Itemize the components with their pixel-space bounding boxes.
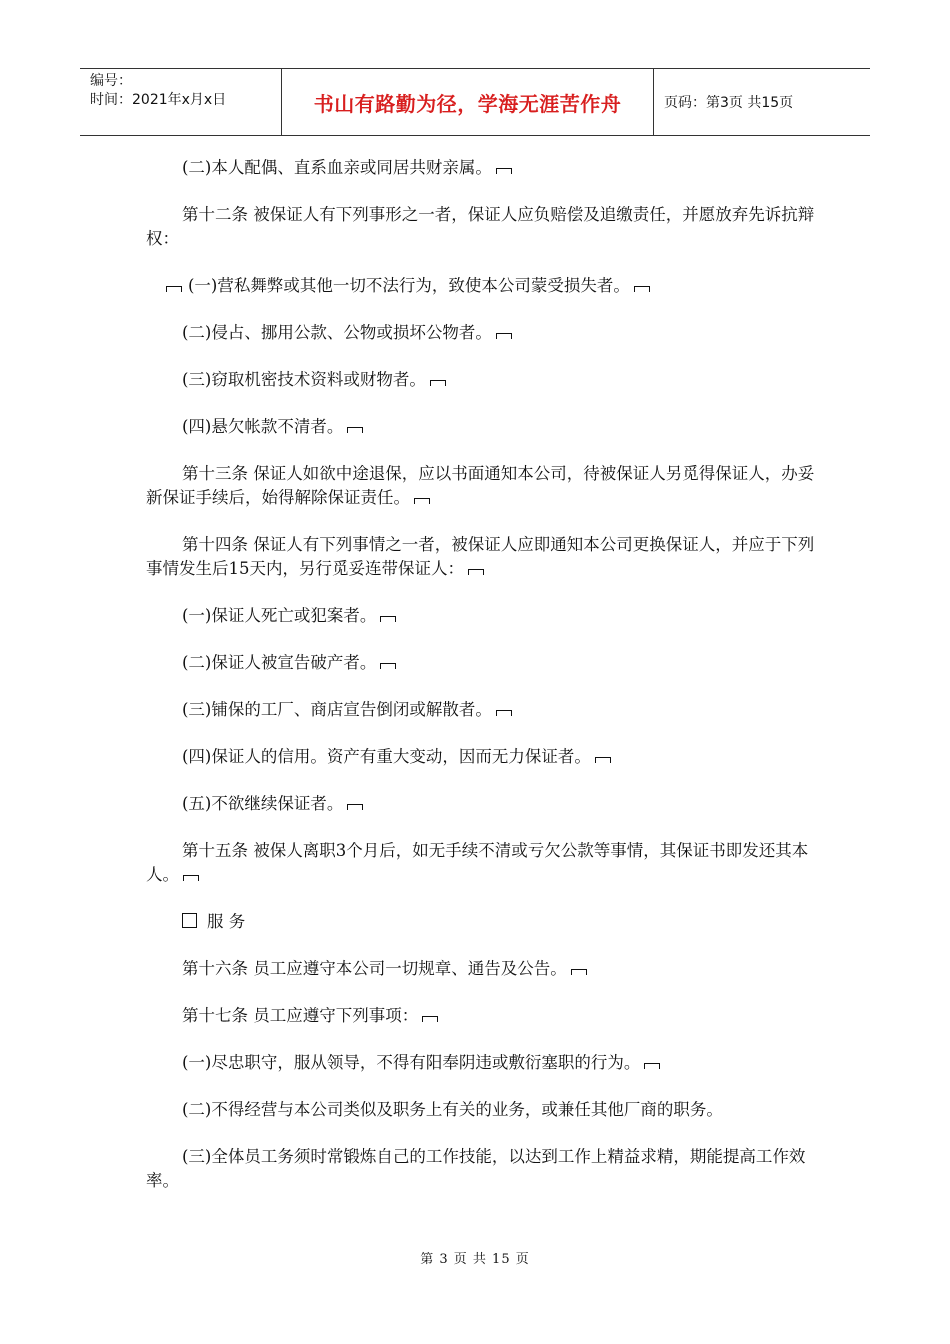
paragraph: (四)悬欠帐款不清者。 [146, 415, 816, 439]
paragraph: (二)本人配偶、直系血亲或同居共财亲属。 [146, 156, 816, 180]
paragraph: (三)窃取机密技术资料或财物者。 [146, 368, 816, 392]
paragraph-mark-icon [634, 286, 650, 292]
document-header [80, 68, 870, 136]
paragraph-mark-icon [571, 969, 587, 975]
paragraph-mark-icon [468, 569, 484, 575]
paragraph: (三)全体员工务须时常锻炼自己的工作技能，以达到工作上精益求精，期能提高工作效率。 [146, 1147, 806, 1190]
paragraph-mark-icon [347, 427, 363, 433]
document-number-label: 编号： [90, 73, 132, 89]
paragraph-mark-icon [422, 1016, 438, 1022]
paragraph-mark-icon [347, 804, 363, 810]
paragraph-mark-icon [380, 663, 396, 669]
paragraph-mark-icon [380, 616, 396, 622]
paragraph: (一)营私舞弊或其他一切不法行为，致使本公司蒙受损失者。 [146, 274, 816, 298]
section-heading: 服 务 [146, 910, 816, 934]
paragraph: (三)铺保的工厂、商店宣告倒闭或解散者。 [146, 698, 816, 722]
paragraph-mark-icon [166, 286, 182, 292]
paragraph: 第十七条 员工应遵守下列事项： [146, 1004, 816, 1028]
header-motto: 书山有路勤为径，学海无涯苦作舟 [282, 69, 654, 135]
document-date-label: 时间：2021年x月x日 [90, 92, 227, 108]
paragraph-mark-icon [496, 168, 512, 174]
paragraph: (二)保证人被宣告破产者。 [146, 651, 816, 675]
paragraph-mark-icon [496, 710, 512, 716]
paragraph: (二)侵占、挪用公款、公物或损坏公物者。 [146, 321, 816, 345]
paragraph: (一)保证人死亡或犯案者。 [146, 604, 816, 628]
paragraph-mark-icon [644, 1063, 660, 1069]
paragraph-mark-icon [183, 875, 199, 881]
document-body [146, 156, 816, 1216]
header-page-indicator: 页码：第3页 共15页 [664, 95, 794, 111]
header-info-cell [80, 69, 282, 135]
checkbox-square-icon [182, 913, 197, 928]
paragraph: (二)不得经营与本公司类似及职务上有关的业务，或兼任其他厂商的职务。 [182, 1100, 723, 1119]
paragraph-mark-icon [430, 380, 446, 386]
paragraph: (五)不欲继续保证者。 [146, 792, 816, 816]
paragraph-mark-icon [595, 757, 611, 763]
paragraph: 第十六条 员工应遵守本公司一切规章、通告及公告。 [146, 957, 816, 981]
paragraph: (一)尽忠职守，服从领导，不得有阳奉阴违或敷衍塞职的行为。 [146, 1051, 816, 1075]
paragraph: 第十五条 被保人离职3个月后，如无手续不清或亏欠公款等事情，其保证书即发还其本人。 [146, 841, 809, 884]
paragraph: 第十四条 保证人有下列事情之一者，被保证人应即通知本公司更换保证人，并应于下列事情发生后15天内，另行觅妥连带保证人： [146, 535, 815, 578]
paragraph: 第十三条 保证人如欲中途退保，应以书面通知本公司，待被保证人另觅得保证人，办妥新保证手续后，始得解除保证责任。 [146, 464, 815, 507]
paragraph: 第十二条 被保证人有下列事形之一者，保证人应负赔偿及追缴责任，并愿放弃先诉抗辩权： [146, 205, 815, 248]
paragraph-mark-icon [414, 498, 430, 504]
paragraph-mark-icon [496, 333, 512, 339]
page-footer: 第 3 页 共 15 页 [420, 1252, 530, 1267]
paragraph: (四)保证人的信用。资产有重大变动，因而无力保证者。 [146, 745, 816, 769]
